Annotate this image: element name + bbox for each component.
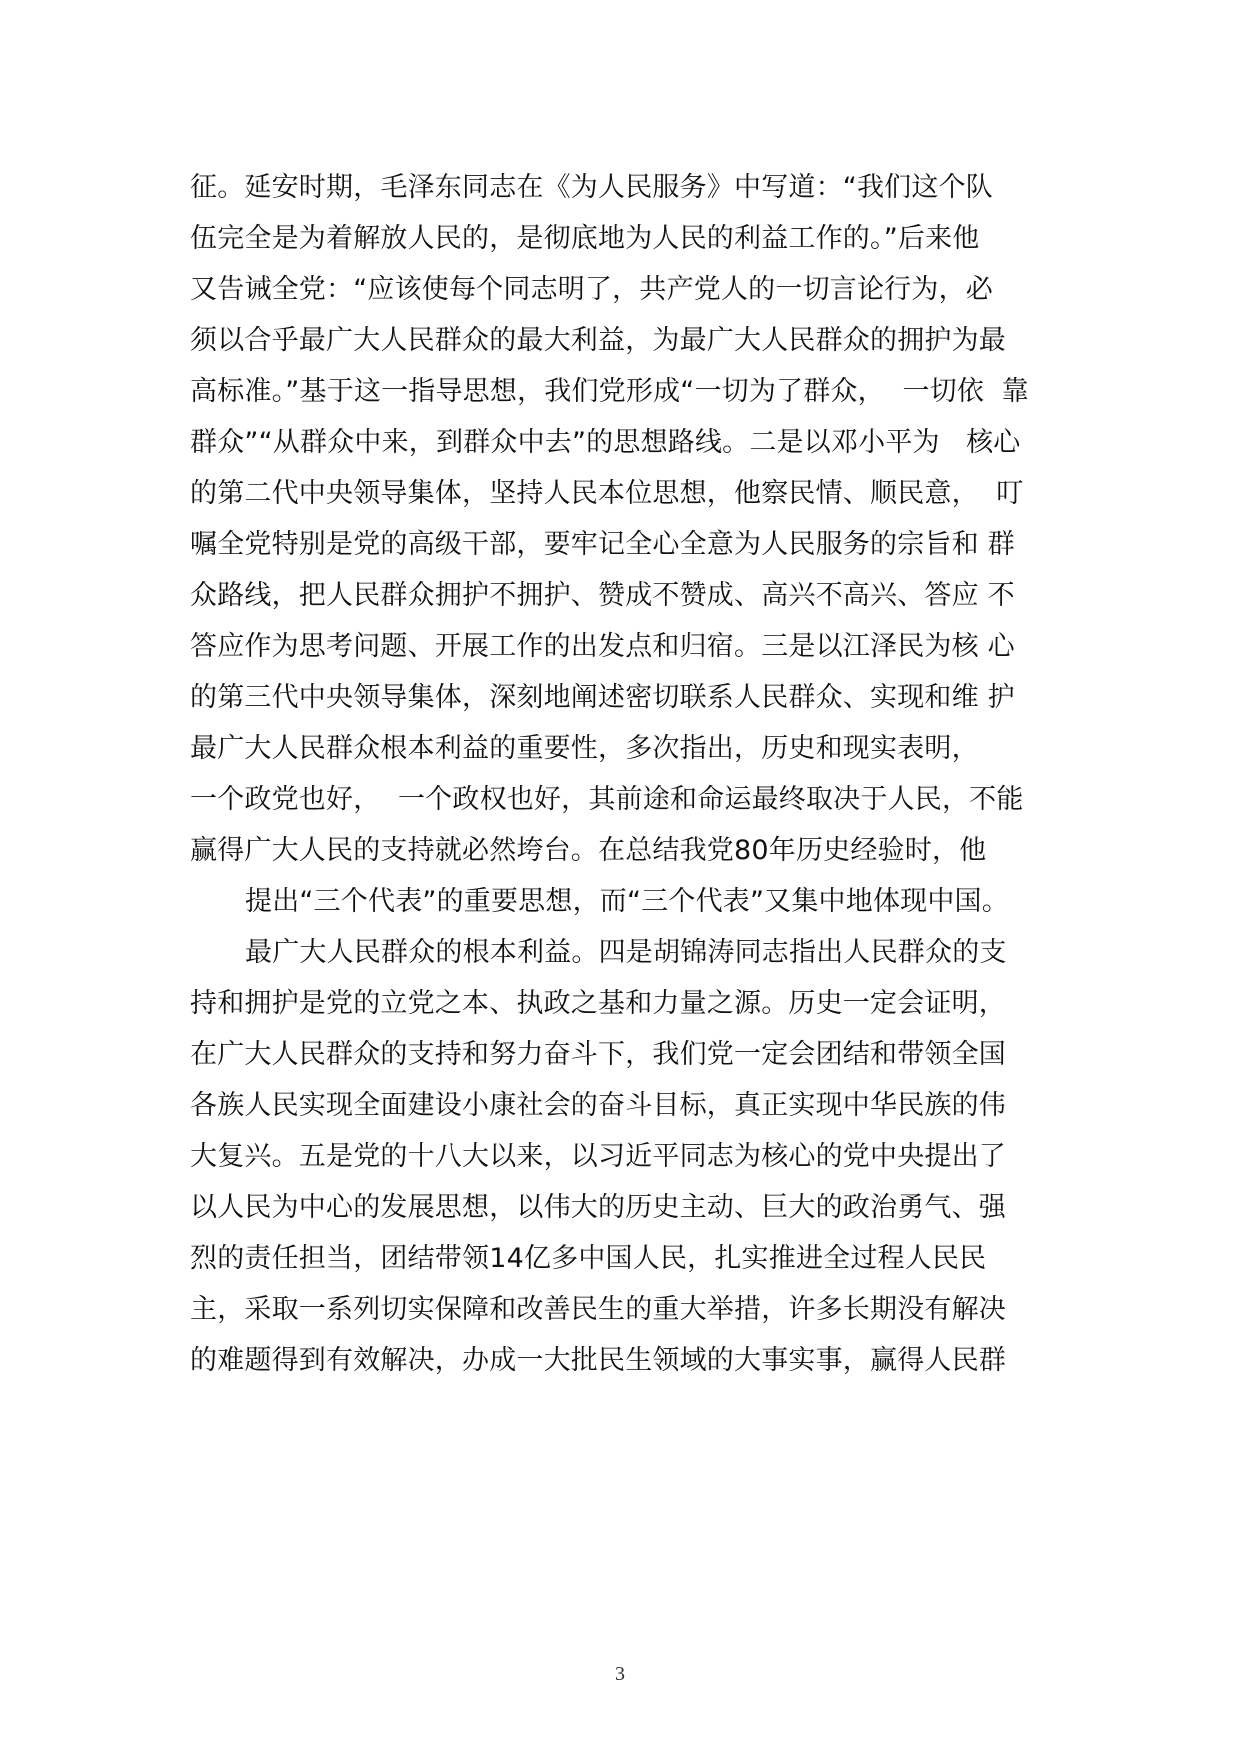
text-line: 伍完全是为着解放人民的，是彻底地为人民的利益工作的。”后来他 [190, 223, 980, 254]
text-line: 在广大人民群众的支持和努力奋斗下，我们党一定会团结和带领全国 [190, 1039, 1006, 1070]
text-line: 一个政党也好， 一个政权也好，其前途和命运最终取决于人民，不能 [190, 784, 1024, 815]
text-line: 提出“三个代表”的重要思想，而“三个代表”又集中地体现中国。 [245, 886, 1009, 917]
text-line: 众路线，把人民群众拥护不拥护、赞成不赞成、高兴不高兴、答应 不 [190, 580, 1015, 611]
text-line: 答应作为思考问题、开展工作的出发点和归宿。三是以江泽民为核 心 [190, 631, 1015, 662]
body-text [190, 162, 1070, 1386]
text-line: 的难题得到有效解决，办成一大批民生领域的大事实事，赢得人民群 [190, 1345, 1006, 1376]
text-line: 各族人民实现全面建设小康社会的奋斗目标，真正实现中华民族的伟 [190, 1090, 1006, 1121]
text-line: 群众”“从群众中来，到群众中去”的思想路线。二是以邓小平为 核心 [190, 427, 1021, 458]
text-line: 以人民为中心的发展思想，以伟大的历史主动、巨大的政治勇气、强 [190, 1192, 1006, 1223]
text-line: 主，采取一系列切实保障和改善民生的重大举措，许多长期没有解决 [190, 1294, 1006, 1325]
text-line: 烈的责任担当，团结带领14亿多中国人民，扎实推进全过程人民民 [190, 1243, 987, 1274]
text-line: 大复兴。五是党的十八大以来，以习近平同志为核心的党中央提出了 [190, 1141, 1006, 1172]
text-line: 最广大人民群众的根本利益。四是胡锦涛同志指出人民群众的支 [245, 937, 1007, 968]
text-line: 又告诫全党：“应该使每个同志明了，共产党人的一切言论行为，必 [190, 274, 993, 305]
text-line: 嘱全党特别是党的高级干部，要牢记全心全意为人民服务的宗旨和 群 [190, 529, 1015, 560]
text-line: 赢得广大人民的支持就必然垮台。在总结我党80年历史经验时，他 [190, 835, 987, 866]
text-line: 的第二代中央领导集体，坚持人民本位思想，他察民情、顺民意， 叮 [190, 478, 1024, 509]
text-line: 须以合乎最广大人民群众的最大利益，为最广大人民群众的拥护为最 [190, 325, 1006, 356]
page-number: 3 [615, 1663, 625, 1685]
text-line: 的第三代中央领导集体，深刻地阐述密切联系人民群众、实现和维 护 [190, 682, 1015, 713]
text-line: 最广大人民群众根本利益的重要性，多次指出，历史和现实表明， [190, 733, 979, 764]
text-line: 高标准。”基于这一指导思想，我们党形成“一切为了群众， 一切依 靠 [190, 376, 1029, 407]
text-line: 征。延安时期，毛泽东同志在《为人民服务》中写道：“我们这个队 [190, 172, 993, 203]
text-line: 持和拥护是党的立党之本、执政之基和力量之源。历史一定会证明， [190, 988, 1006, 1019]
